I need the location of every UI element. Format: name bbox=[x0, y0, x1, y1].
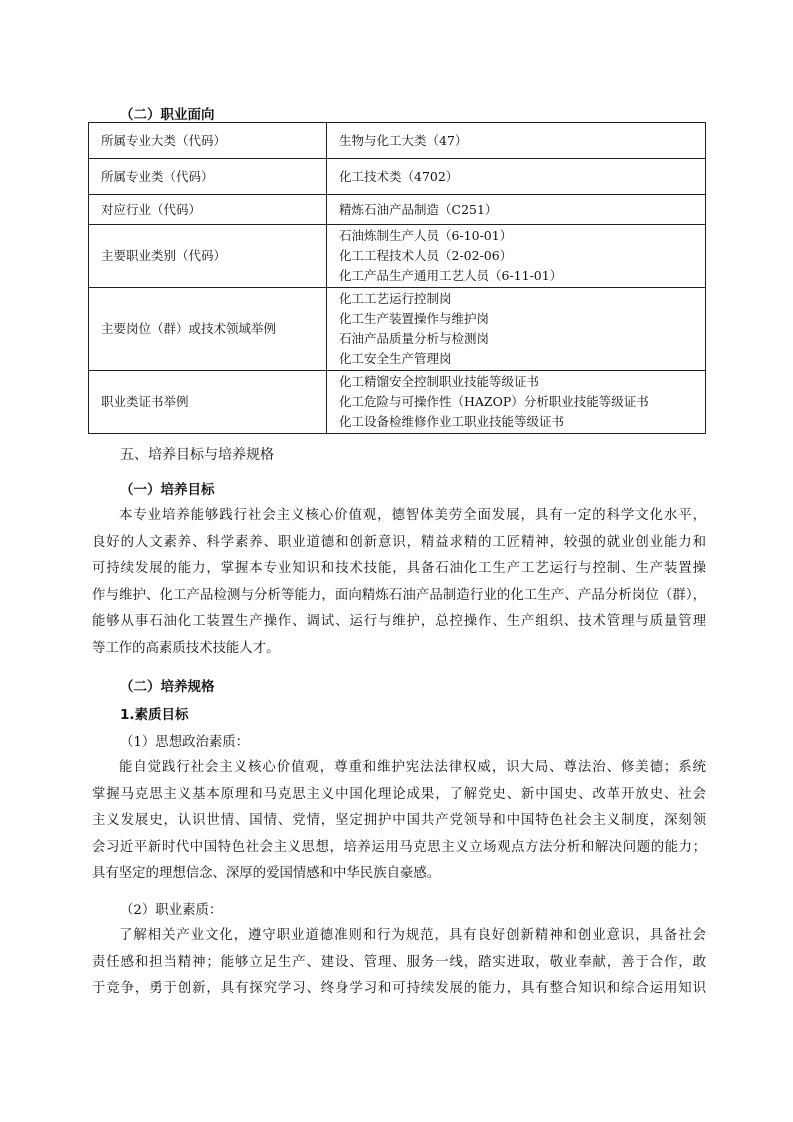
table-value-line: 生物与化工大类（47） bbox=[339, 132, 468, 148]
table-value-cell bbox=[327, 225, 706, 288]
table-value-cell bbox=[327, 288, 706, 371]
career-table bbox=[88, 122, 706, 434]
paragraph-line: 主义发展史，认识世情、国情、党情，坚定拥护中国共产党领导和中国特色社会主义制度，深刻领 bbox=[92, 813, 706, 829]
table-label-cell: 主要职业类别（代码） bbox=[89, 225, 327, 288]
table-value-line: 化工安全生产管理岗 bbox=[339, 351, 452, 366]
table-value-cell bbox=[327, 195, 706, 225]
table-row bbox=[89, 195, 706, 225]
paragraph-line: 可持续发展的能力，掌握本专业知识和技术技能，具备石油化工生产工艺运行与控制、生产装置操 bbox=[92, 561, 706, 577]
paragraph-line: 掌握马克思主义基本原理和马克思主义中国化理论成果，了解党史、新中国史、改革开放史、社会 bbox=[92, 786, 706, 802]
table-value-line: 化工工程技术人员（2-02-06） bbox=[339, 248, 513, 263]
paragraph-line: 本专业培养能够践行社会主义核心价值观，德智体美劳全面发展，具有一定的科学文化水平， bbox=[119, 508, 706, 523]
table-value-line: 化工工艺运行控制岗 bbox=[339, 291, 452, 306]
subsection-title-goal: （一）培养目标 bbox=[120, 482, 215, 498]
table-value-line: 石油产品质量分析与检测岗 bbox=[339, 331, 490, 346]
professional-paragraph bbox=[92, 923, 706, 1003]
table-row bbox=[89, 159, 706, 195]
table-value-line: 石油炼制生产人员（6-10-01） bbox=[339, 228, 513, 243]
table-value-line: 精炼石油产品制造（C251） bbox=[339, 201, 498, 217]
table-row bbox=[89, 123, 706, 159]
table-value-line: 化工精馏安全控制职业技能等级证书 bbox=[339, 374, 540, 389]
paragraph-line: 良好的人文素养、科学素养、职业道德和创新意识，精益求精的工匠精神，较强的就业创业能力和 bbox=[92, 534, 706, 550]
table-row bbox=[89, 225, 706, 288]
table-label-cell: 所属专业大类（代码） bbox=[89, 123, 327, 159]
table-label-cell: 对应行业（代码） bbox=[89, 195, 327, 225]
table-label-cell: 职业类证书举例 bbox=[89, 371, 327, 434]
paragraph-line: 了解相关产业文化，遵守职业道德准则和行为规范，具有良好创新精神和创业意识，具备社会 bbox=[119, 928, 706, 943]
table-value-cell bbox=[327, 159, 706, 195]
section-title-training-goals: 五、培养目标与培养规格 bbox=[120, 447, 274, 463]
political-quality-title: （1）思想政治素质： bbox=[120, 735, 250, 750]
paragraph-line: 作与维护、化工产品检测与分析等能力，面向精炼石油产品制造行业的化工生产、产品分析岗位（群）， bbox=[92, 587, 706, 603]
quality-goal-title: 1.素质目标 bbox=[120, 707, 189, 723]
table-value-line: 化工设备检维修作业工职业技能等级证书 bbox=[339, 414, 565, 429]
table-value-cell bbox=[327, 371, 706, 434]
table-value-line: 化工产品生产通用工艺人员（6-11-01） bbox=[339, 268, 563, 283]
table-value-line: 化工技术类（4702） bbox=[339, 168, 459, 184]
paragraph-line: 责任感和担当精神；能够立足生产、建设、管理、服务一线，踏实进取，敬业奉献，善于合作，敢 bbox=[92, 954, 706, 970]
goal-paragraph bbox=[92, 503, 706, 663]
table-value-line: 化工生产装置操作与维护岗 bbox=[339, 311, 490, 326]
paragraph-line: 能够从事石油化工装置生产操作、调试、运行与维护，总控操作、生产组织、技术管理与质量管理 bbox=[92, 614, 706, 630]
paragraph-line: 具有坚定的理想信念、深厚的爱国情感和中华民族自豪感。 bbox=[92, 866, 441, 882]
political-paragraph bbox=[92, 755, 706, 888]
paragraph-line: 等工作的高素质技术技能人才。 bbox=[92, 640, 280, 656]
table-label-cell: 所属专业类（代码） bbox=[89, 159, 327, 195]
paragraph-line: 于竞争，勇于创新，具有探究学习、终身学习和可持续发展的能力，具有整合知识和综合运用知识 bbox=[92, 981, 706, 997]
table-label-cell: 主要岗位（群）或技术领域举例 bbox=[89, 288, 327, 371]
table-row bbox=[89, 288, 706, 371]
table-value-cell bbox=[327, 123, 706, 159]
table-value-line: 化工危险与可操作性（HAZOP）分析职业技能等级证书 bbox=[339, 394, 649, 409]
paragraph-line: 能自觉践行社会主义核心价值观，尊重和维护宪法法律权威，识大局、尊法治、修美德；系统 bbox=[119, 760, 706, 775]
professional-quality-title: （2）职业素质： bbox=[120, 903, 223, 918]
section-title-career-orientation: （二）职业面向 bbox=[120, 107, 215, 123]
subsection-title-spec: （二）培养规格 bbox=[120, 679, 215, 695]
paragraph-line: 会习近平新时代中国特色社会主义思想，培养运用马克思主义立场观点方法分析和解决问题的能力； bbox=[92, 839, 706, 855]
table-row bbox=[89, 371, 706, 434]
